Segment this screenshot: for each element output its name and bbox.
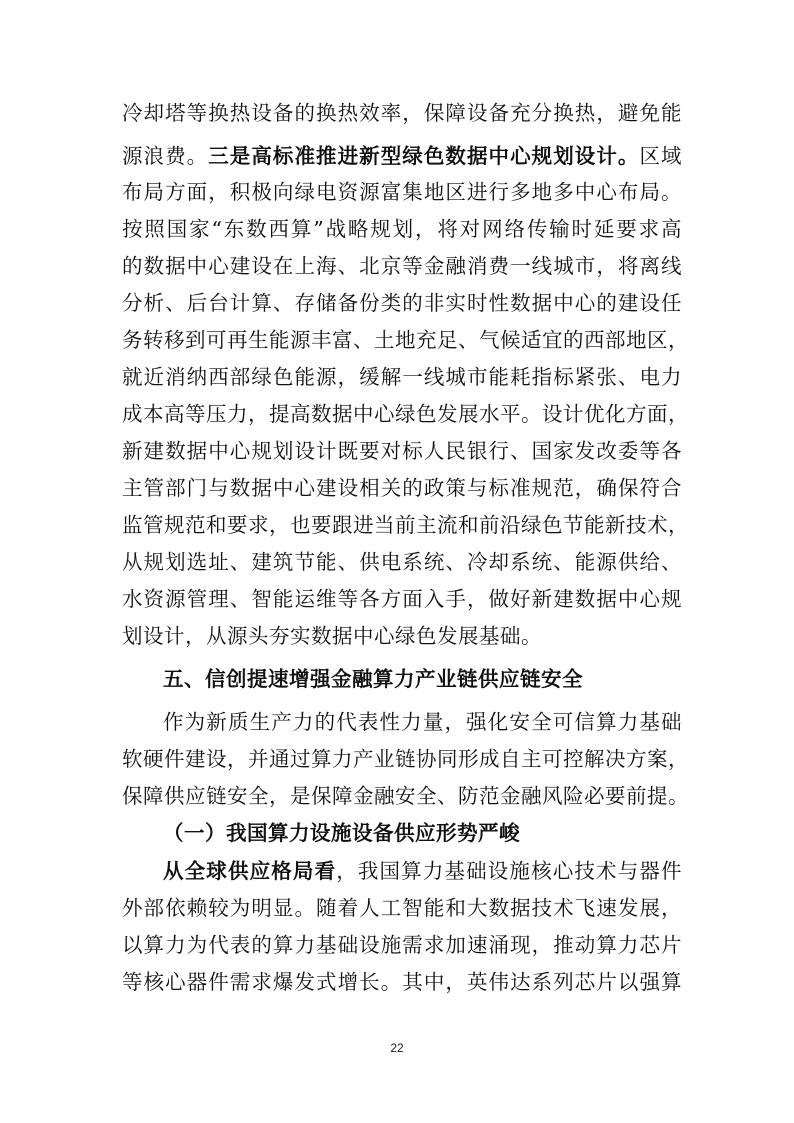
paragraph-line: 软硬件建设，并通过算力产业链协同形成自主可控解决方案，	[122, 747, 689, 771]
paragraph-line: 布局方面，积极向绿电资源富集地区进行多地多中心布局。	[122, 180, 682, 204]
paragraph-line: 分析、后台计算、存储备份类的非实时性数据中心的建设任	[122, 291, 682, 315]
paragraph-line: 成本高等压力，提高数据中心绿色发展水平。设计优化方面，	[122, 402, 689, 426]
paragraph-line: 保障供应链安全，是保障金融安全、防范金融风险必要前提。	[122, 784, 689, 808]
bold-emphasis: 三是高标准推进新型绿色数据中心规划设计。	[208, 144, 640, 168]
subsection-heading: （一）我国算力设施设备供应形势严峻	[163, 821, 520, 845]
bold-emphasis: 从全球供应格局看	[163, 859, 337, 883]
paragraph-line: 以算力为代表的算力基础设施需求加速涌现，推动算力芯片	[122, 933, 682, 957]
paragraph-line: 务转移到可再生能源丰富、土地充足、气候适宜的西部地区，	[122, 328, 689, 352]
text-run: ，我国算力基础设施核心技术与器件	[336, 859, 683, 883]
paragraph-line: 的数据中心建设在上海、北京等金融消费一线城市，将离线	[122, 254, 682, 278]
paragraph-line	[163, 856, 682, 886]
paragraph-line: 从规划选址、建筑节能、供电系统、冷却系统、能源供给、	[122, 550, 682, 574]
paragraph-line: 水资源管理、智能运维等各方面入手，做好新建数据中心规	[122, 587, 682, 611]
paragraph-line: 作为新质生产力的代表性力量，强化安全可信算力基础	[163, 710, 682, 734]
paragraph-line: 划设计，从源头夯实数据中心绿色发展基础。	[122, 624, 542, 648]
paragraph-line: 冷却塔等换热设备的换热效率，保障设备充分换热，避免能	[122, 101, 682, 125]
text-run: 区域	[639, 144, 683, 168]
paragraph-line: 监管规范和要求，也要跟进当前主流和前沿绿色节能新技术，	[122, 513, 689, 537]
section-heading: 五、信创提速增强金融算力产业链供应链安全	[163, 667, 583, 691]
paragraph-line: 主管部门与数据中心建设相关的政策与标准规范，确保符合	[122, 476, 682, 500]
paragraph-line: 按照国家“东数西算”战略规划，将对网络传输时延要求高	[122, 217, 682, 241]
paragraph-line	[122, 141, 682, 171]
paragraph-line: 外部依赖较为明显。随着人工智能和大数据技术飞速发展，	[122, 896, 682, 920]
page-number: 22	[390, 1041, 404, 1055]
paragraph-line: 新建数据中心规划设计既要对标人民银行、国家发改委等各	[122, 439, 682, 463]
text-run: 源浪费。	[122, 144, 209, 168]
paragraph-line: 就近消纳西部绿色能源，缓解一线城市能耗指标紧张、电力	[122, 365, 682, 389]
paragraph-line: 等核心器件需求爆发式增长。其中，英伟达系列芯片以强算	[122, 970, 682, 994]
